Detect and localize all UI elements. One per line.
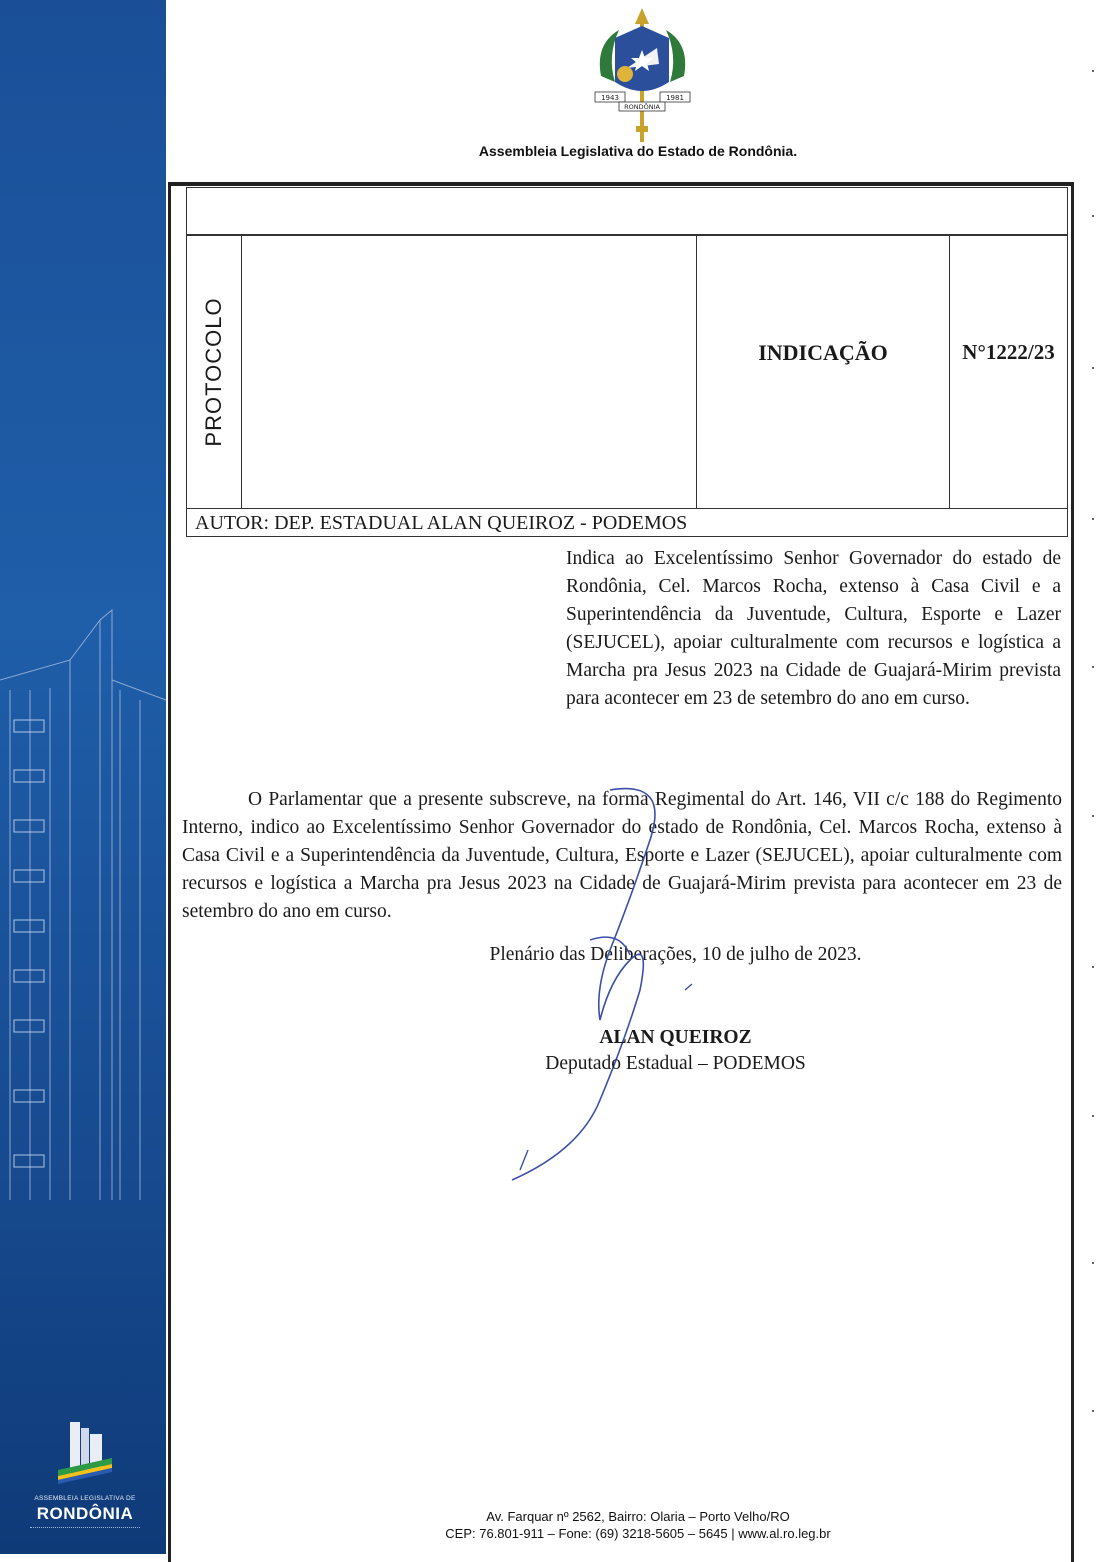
- place-date: Plenário das Deliberações, 10 de julho de 2023.: [489, 944, 862, 965]
- state-coat-of-arms-icon: [585, 4, 700, 144]
- building-line-art: [0, 600, 166, 1200]
- author-line: AUTOR: DEP. ESTADUAL ALAN QUEIROZ - PODEMOS: [187, 508, 1067, 536]
- svg-text:1981: 1981: [666, 94, 684, 102]
- protocol-cell: [187, 236, 242, 508]
- document-type: INDICAÇÃO: [758, 340, 888, 365]
- footer-address: Av. Farquar nº 2562, Bairro: Olaria – Porto Velho/RO: [486, 1509, 790, 1524]
- alero-building-logo-icon: [50, 1418, 120, 1484]
- signatory-name: ALAN QUEIROZ: [599, 1027, 752, 1048]
- footer-contact: CEP: 76.801-911 – Fone: (69) 3218-5605 – 5645 | www.al.ro.leg.br: [445, 1526, 831, 1541]
- protocol-label: PROTOCOLO: [201, 297, 226, 447]
- body-paragraph: O Parlamentar que a presente subscreve, na forma Regimental do Art. 146, VII c/c 188 do Regimento Interno, indico ao Excelentíssimo Senhor Governador do estado de Rondônia, Cel. Marcos Rocha, extenso à Casa Civil e a Superintendência da Juventude, Cultura, Esporte e Lazer (SEJUCEL), apoiar culturalmente com recursos e logística a Marcha pra Jesus 2023 na Cidade de Guajará-Mirim prevista para acontecer em 23 de setembro do ano em curso.: [182, 789, 1062, 922]
- protocol-table: [186, 187, 1068, 537]
- footer: [166, 1508, 1110, 1542]
- document-number-cell: [950, 236, 1067, 508]
- document-type-cell: [697, 236, 950, 508]
- logo-subtitle: ASSEMBLEIA LEGISLATIVA DE: [34, 1495, 136, 1502]
- sidebar-band: [0, 0, 166, 1554]
- document-number: N°1222/23: [962, 340, 1055, 364]
- table-top-row: [187, 188, 1067, 236]
- protocol-stamp-area: [242, 236, 697, 508]
- svg-text:RONDÔNIA: RONDÔNIA: [624, 103, 660, 111]
- handwritten-signature: [500, 780, 730, 1200]
- logo-rule: [30, 1527, 140, 1531]
- alero-logo: [22, 1418, 148, 1531]
- signatory-role: Deputado Estadual – PODEMOS: [545, 1053, 806, 1074]
- logo-name: RONDÔNIA: [36, 1504, 134, 1523]
- ementa-paragraph: Indica ao Excelentíssimo Senhor Governador do estado de Rondônia, Cel. Marcos Rocha, extenso à Casa Civil e a Superintendência da Juventude, Cultura, Esporte e Lazer (SEJUCEL), apoiar culturalmente com recursos e logística a Marcha pra Jesus 2023 na Cidade de Guajará-Mirim prevista para acontecer em 23 de setembro do ano em curso.: [566, 548, 1061, 709]
- svg-text:1943: 1943: [601, 94, 619, 102]
- institution-title: Assembleia Legislativa do Estado de Rondônia.: [478, 143, 798, 159]
